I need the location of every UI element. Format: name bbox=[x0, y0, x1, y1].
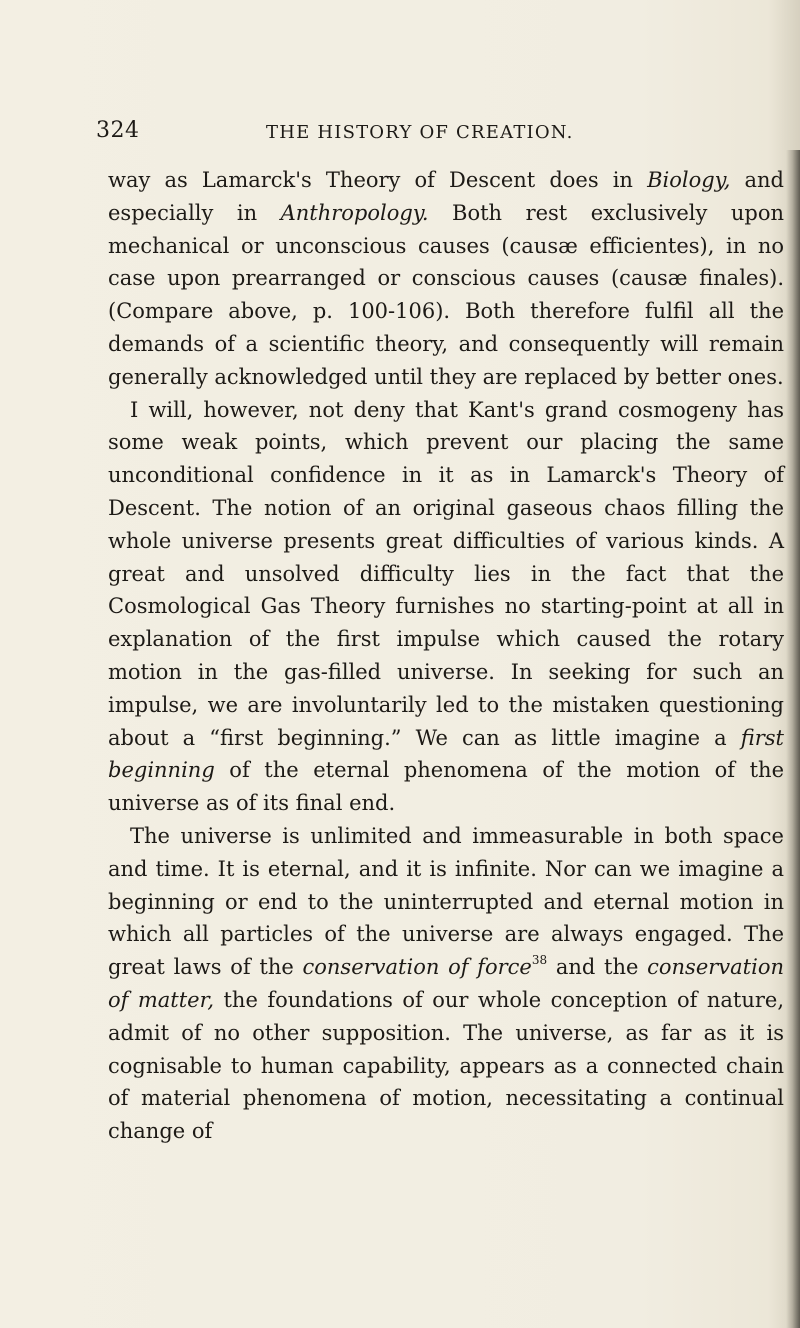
page-header bbox=[96, 108, 676, 148]
italic-text: Anthropology. bbox=[280, 200, 429, 225]
body-text bbox=[108, 164, 784, 1148]
italic-text: first beginning bbox=[108, 725, 784, 783]
italic-text: conservation of force bbox=[302, 955, 532, 980]
footnote-reference: 38 bbox=[531, 953, 548, 968]
page-edge-shadow bbox=[786, 150, 800, 1328]
italic-text: Biology, bbox=[647, 168, 731, 192]
text-run: and the bbox=[547, 955, 648, 980]
text-run: The universe is unlimited and immeasurable in both space and time. It is eternal, and it is infinite. Nor can we imagine a beginning or end to the uninterrupted and eternal motion in which all particles of the universe are always engaged. The great laws of the bbox=[108, 823, 784, 980]
paragraph bbox=[108, 394, 784, 820]
text-run: I will, however, not deny that Kant's grand cosmogeny has some weak points, which prevent our placing the same unconditional confidence in it as in Lamarck's Theory of Descent. The notion of an original gaseous chaos filling the whole universe presents great difficulties of various kinds. A great and unsolved difficulty lies in the fact that the Cosmological Gas Theory furnishes no starting-point at all in explanation of the first impulse which caused the rotary motion in the gas-filled universe. In seeking for such an impulse, we are involuntarily led to the mistaken questioning about a “first beginning.” We can as little imagine a bbox=[108, 397, 784, 750]
text-run: and especially in bbox=[108, 168, 784, 225]
text-run: Both rest exclusively upon mechanical or unconscious causes (causæ efficientes), in no case upon prearranged or conscious causes (causæ finales). (Compare above, p. 100-106). Both therefore fulfil all the demands of a scientific theory, and consequently will remain generally acknowledged until they are replaced by better ones. bbox=[108, 200, 784, 389]
paragraph bbox=[108, 820, 784, 1148]
page-number: 324 bbox=[96, 118, 140, 143]
paragraph bbox=[108, 164, 784, 394]
text-run: of the eternal phenomena of the motion of the universe as of its final end. bbox=[108, 758, 784, 816]
running-head: THE HISTORY OF CREATION. bbox=[266, 122, 574, 143]
text-run: the foundations of our whole conception of nature, admit of no other supposition. The universe, as far as it is cognisable to human capability, appears as a connected chain of material phenomena of motion, necessitating a continual change of bbox=[108, 987, 784, 1144]
text-run: way as Lamarck's Theory of Descent does in bbox=[108, 168, 648, 192]
italic-text: conservation of matter, bbox=[108, 955, 785, 1012]
